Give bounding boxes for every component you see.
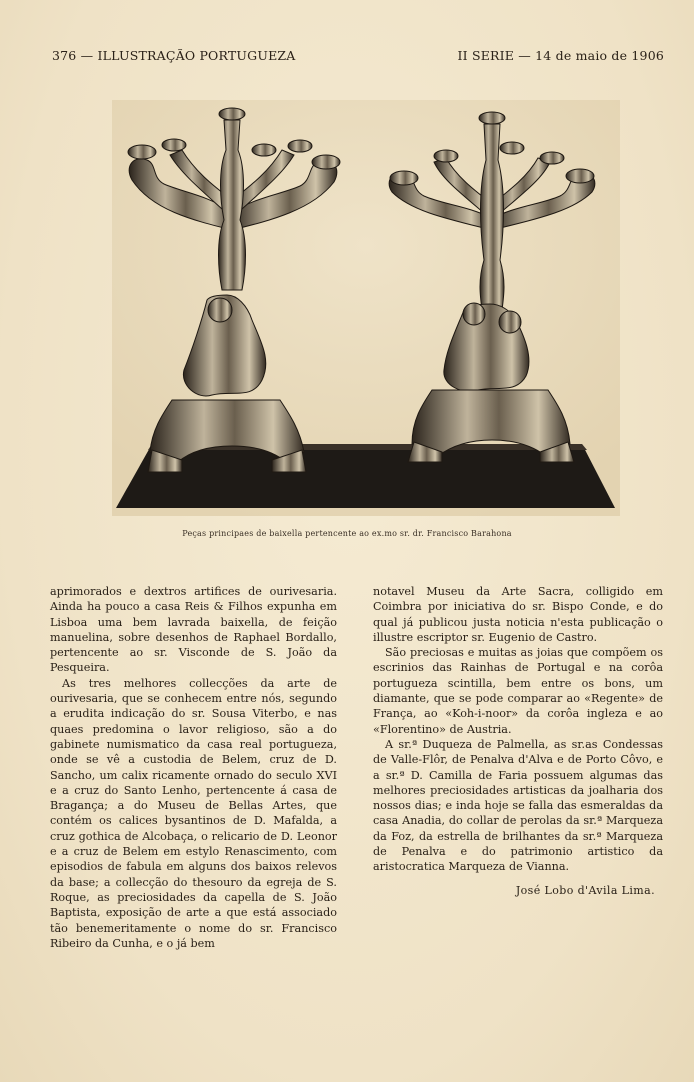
paragraph: A sr.ª Duqueza de Palmella, as sr.as Condessas de Valle-Flôr, de Penalva d'Alva e de Porto Côvo, e a sr.ª D. Camilla de Faria possuem algumas das melhores preciosidades artisticas da joalharia dos nossos dias; e inda hoje se falla das esmeraldas da casa Anadia, do collar de perolas da sr.ª Marqueza da Foz, da estrella de brilhantes da sr.ª Marqueza de Penalva e do patrimonio artistico da aristocratica Marqueza de Vianna. (373, 737, 663, 874)
author-signature: José Lobo d'Avila Lima. (515, 883, 655, 897)
paragraph: notavel Museu da Arte Sacra, colligido em Coimbra por iniciativa do sr. Bispo Conde, e do qual já publicou justa noticia n'esta publicação o illustre escriptor sr. Eugenio de Castro. (373, 585, 663, 644)
page-header (52, 48, 664, 68)
article-column-left (50, 584, 337, 951)
issue-date: II SERIE — 14 de maio de 1906 (457, 48, 664, 63)
article-column-right (373, 584, 663, 898)
paragraph: As tres melhores collecções da arte de ourivesaria, que se conhecem entre nós, segundo a erudita indicação do sr. Sousa Viterbo, e nas quaes predomina o lavor religioso, são a do gabinete numismatico da casa real portugueza, onde se vê a custodia de Belem, cruz de D. Sancho, um calix ricamente ornado do seculo XVI e a cruz do Santo Lenho, pertencente á casa de Bragança; a do Museu de Bellas Artes, que contém os calices bysantinos de D. Mafalda, a cruz gothica de Alcobaça, o relicario de D. Leonor e a cruz de Belem em estylo Renascimento, com episodios de fabula em alguns dos baixos relevos da base; a collecção do thesouro da egreja de S. Roque, as preciosidades da capella de S. João Baptista, exposição de arte a que está associado tão benemeritamente o nome do sr. Francisco Ribeiro da Cunha, e o já bem (50, 676, 337, 950)
page-title: 376 — ILLUSTRAÇÃO PORTUGUEZA (52, 48, 296, 63)
figure-caption: Peças principaes de baixella pertencente ao ex.mo sr. dr. Francisco Barahona (182, 529, 512, 538)
paragraph: São preciosas e muitas as joias que compõem os escrinios das Rainhas de Portugal e na corôa portugueza scintilla, bem entre os bons, um diamante, que se pode comparar ao «Regente» de França, ao «Koh-i-noor» da corôa ingleza e ao «Florentino» de Austria. (373, 646, 663, 736)
paragraph: aprimorados e dextros artifices de ourivesaria. Ainda ha pouco a casa Reis & Filhos expunha em Lisboa uma bem lavrada baixella, de feição manuelina, sobre desenhos de Raphael Bordallo, pertencente ao sr. Visconde de S. João da Pesqueira. (50, 585, 337, 675)
candelabra-photo (112, 100, 620, 516)
